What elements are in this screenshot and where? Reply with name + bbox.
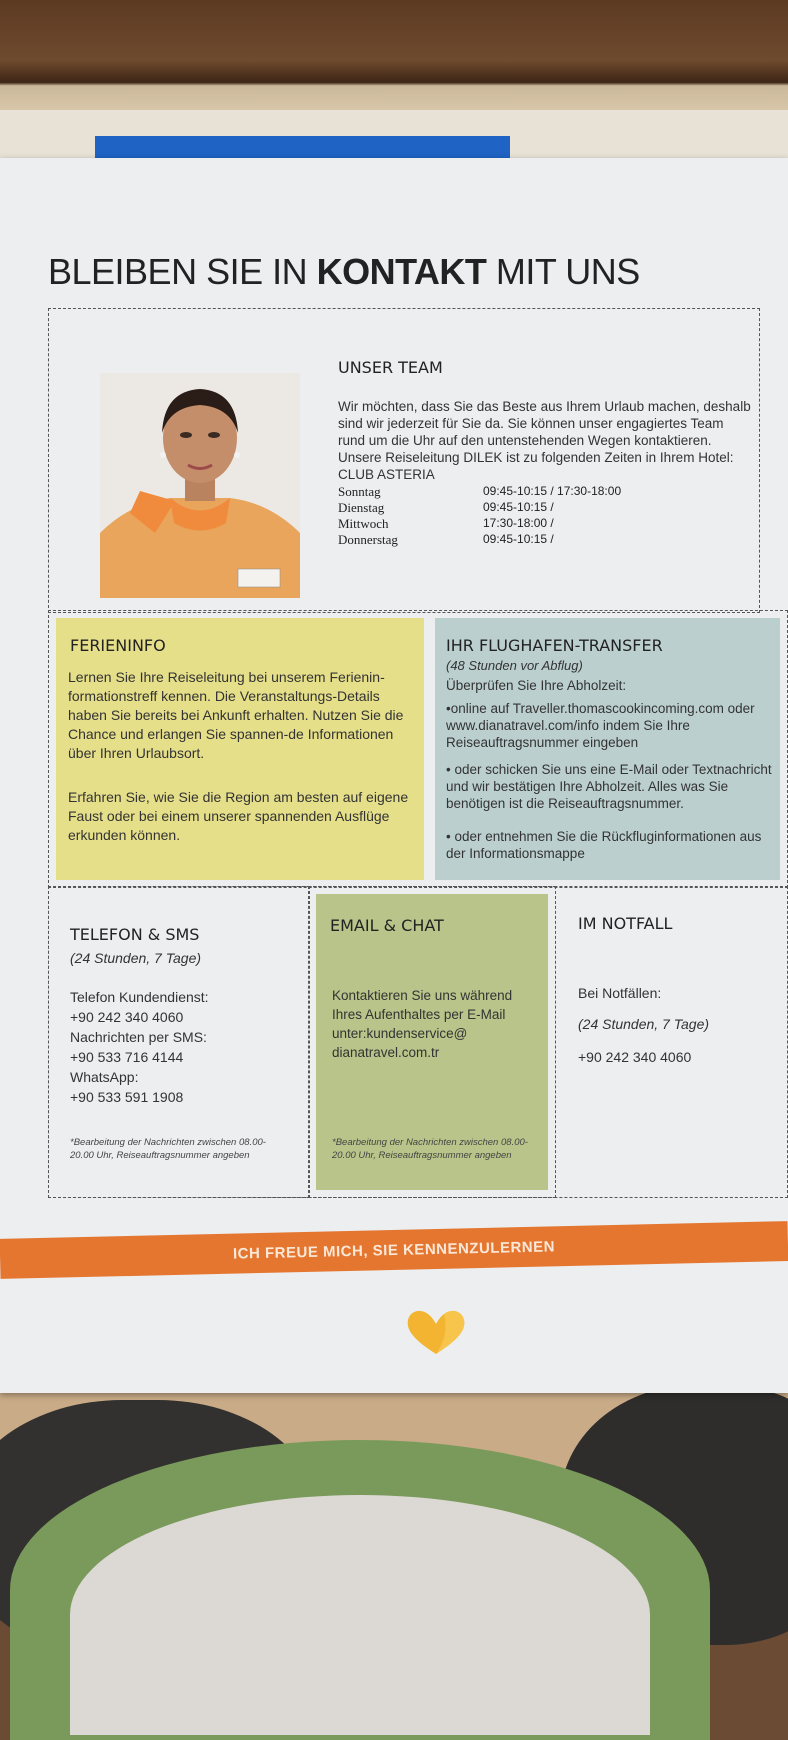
phone-line: Nachrichten per SMS: [70,1029,207,1045]
phone-title: TELEFON & SMS [70,925,200,944]
transfer-bullet: • oder entnehmen Sie die Rückfluginformationen aus der Informationsmappe [446,829,762,861]
phone-subtitle: (24 Stunden, 7 Tage) [70,950,202,966]
transfer-title: IHR FLUGHAFEN-TRANSFER [446,636,663,655]
schedule-row [338,516,621,532]
schedule-day: Dienstag [338,500,385,515]
footer-banner [0,1221,788,1279]
schedule-row [338,484,621,500]
schedule-day: Donnerstag [338,532,398,547]
shirt-inner [70,1495,650,1735]
staff-portrait-icon [100,373,300,598]
email-note: *Bearbeitung der Nachrichten zwischen 08.00-20.00 Uhr, Reiseauftragsnummer angeben [332,1137,528,1161]
email-text: Kontaktieren Sie uns während Ihres Aufenthaltes per E-Mail unter:kundenservice@ dianatravel.com.tr [332,988,513,1060]
title-bold: KONTAKT [316,251,487,292]
ferieninfo-title: FERIENINFO [70,636,166,655]
transfer-intro: Überprüfen Sie Ihre Abholzeit: [446,678,627,693]
table-background [0,0,788,110]
transfer-subtitle: (48 Stunden vor Abflug) [446,658,583,673]
schedule-day: Sonntag [338,484,381,499]
phone-number[interactable]: +90 242 340 4060 [70,1009,184,1025]
emergency-hours: (24 Stunden, 7 Tage) [578,1016,710,1032]
schedule-time: 17:30-18:00 / [483,516,554,530]
schedule-time: 09:45-10:15 / [483,500,554,514]
heart-logo-icon [404,1306,468,1358]
schedule-time: 09:45-10:15 / [483,532,554,546]
schedule-table [338,484,621,548]
staff-photo [100,373,300,598]
emergency-label: Bei Notfällen: [578,985,662,1001]
phone-line: WhatsApp: [70,1069,139,1085]
team-text: Wir möchten, dass Sie das Beste aus Ihrem Urlaub machen, deshalb sind wir jederzeit für Sie da. Sie können unser engagiertes Team rund um die Uhr auf den untenstehenden Wegen kontaktieren. Unsere Reiseleitung DILEK ist zu folgenden Zeiten in Ihrem Hotel: CLUB ASTERIA [338,399,751,482]
email-title: EMAIL & CHAT [330,916,444,935]
phone-note: *Bearbeitung der Nachrichten zwischen 08.00-20.00 Uhr, Reiseauftragsnummer angeben [70,1137,266,1161]
schedule-row [338,500,621,516]
title-part-1: BLEIBEN SIE IN [48,251,317,292]
ferieninfo-text-2: Erfahren Sie, wie Sie die Region am besten auf eigene Faust oder bei einem unserer spannenden Ausflüge erkunden können. [68,789,409,843]
flyer-sheet [0,158,788,1393]
page-title [48,251,640,293]
ferieninfo-text: Lernen Sie Ihre Reiseleitung bei unserem Ferienin-formationstreff kennen. Die Veranstaltungs-Details haben Sie bereits bei Ankunft erhalten. Nutzen Sie die Chance und erlangen Sie spannen-de Informationen über Ihren Urlaubsort. [68,669,404,761]
emergency-title: IM NOTFALL [578,914,673,933]
sms-number[interactable]: +90 533 716 4144 [70,1049,184,1065]
phone-line: Telefon Kundendienst: [70,989,209,1005]
schedule-day: Mittwoch [338,516,389,531]
transfer-bullet: •online auf Traveller.thomascookincoming.com oder www.dianatravel.com/info indem Sie Ihre Reiseauftragsnummer eingeben [446,701,755,750]
emergency-phone[interactable]: +90 242 340 4060 [578,1049,692,1065]
title-part-2: MIT UNS [486,251,640,292]
transfer-bullet: • oder schicken Sie uns eine E-Mail oder Textnachricht und wir bestätigen Ihre Abholzeit. Alles was Sie benötigen ist die Reiseauftragsnummer. [446,762,772,811]
whatsapp-number[interactable]: +90 533 591 1908 [70,1089,184,1105]
banner-text: ICH FREUE MICH, SIE KENNENZULERNEN [232,1237,556,1263]
schedule-time: 09:45-10:15 / 17:30-18:00 [483,484,622,498]
schedule-row [338,532,621,548]
team-title: UNSER TEAM [338,358,443,377]
